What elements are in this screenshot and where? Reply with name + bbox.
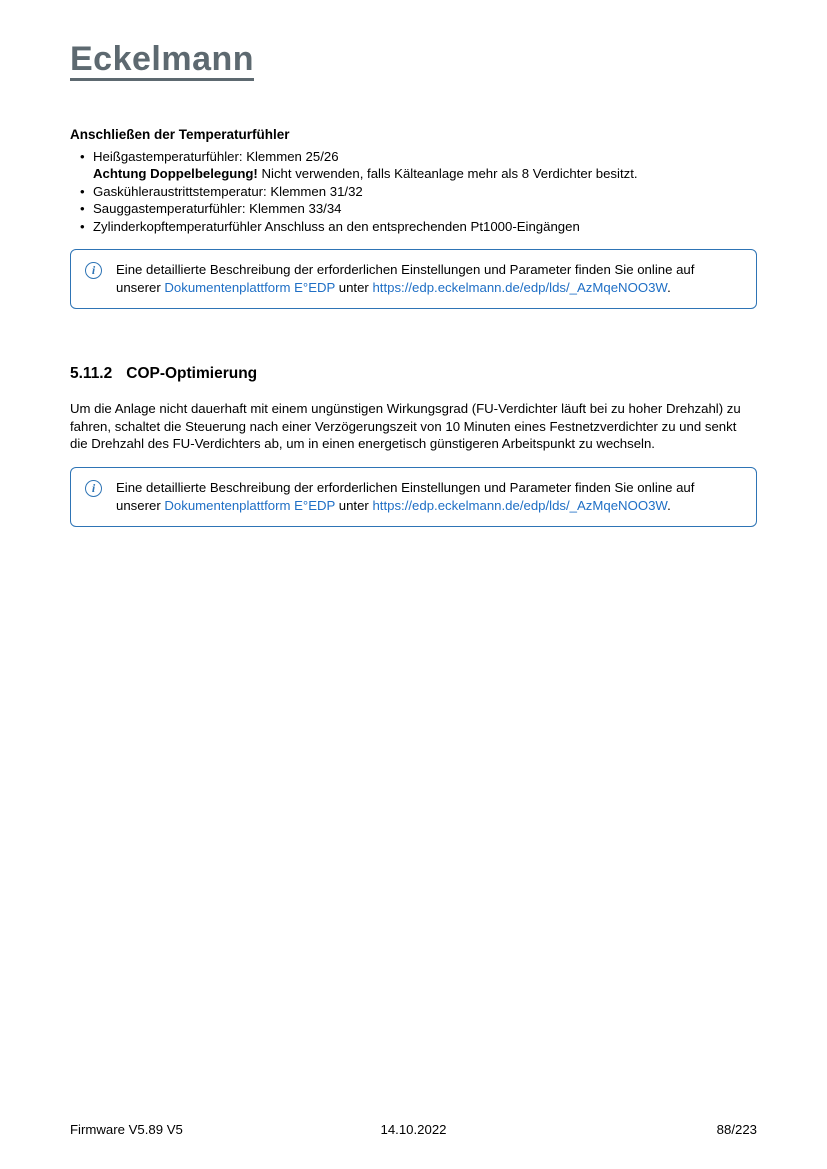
list-item	[80, 218, 757, 235]
footer-page-number: 88/223	[716, 1122, 757, 1137]
url-link[interactable]: https://edp.eckelmann.de/edp/lds/_AzMqeNOO3W	[372, 280, 668, 296]
sensors-heading: Anschließen der Temperaturfühler	[70, 127, 290, 142]
eckelmann-logo: Eckelmann	[70, 42, 254, 81]
bullet4-text: Zylinderkopftemperaturfühler Anschluss an den entsprechenden Pt1000-Eingängen	[93, 218, 580, 234]
note-text-middle: unter	[335, 497, 373, 513]
bullet1-note-rest: Nicht verwenden, falls Kälteanlage mehr als 8 Verdichter besitzt.	[257, 166, 638, 182]
url-link[interactable]: https://edp.eckelmann.de/edp/lds/_AzMqeNOO3W	[372, 497, 668, 513]
note-text-after: .	[667, 497, 671, 513]
page-content	[0, 0, 827, 527]
footer-firmware: Firmware V5.89 V5	[70, 1122, 183, 1137]
note-text-after: .	[667, 280, 671, 296]
platform-link[interactable]: Dokumentenplattform E°EDP	[164, 280, 336, 296]
info-note-text	[116, 479, 742, 515]
note-text-before: Eine detaillierte Beschreibung der erforderlichen Einstellungen und Parameter finden Sie online auf unserer	[116, 262, 695, 296]
note-text-before: Eine detaillierte Beschreibung der erforderlichen Einstellungen und Parameter finden Sie online auf unserer	[116, 479, 695, 513]
bullet1-note-bold: Achtung Doppelbelegung!	[93, 166, 258, 182]
info-icon: i	[85, 262, 102, 279]
section-number: 5.11.2	[70, 365, 113, 383]
cop-section-heading	[70, 365, 757, 383]
bullet2-text: Gaskühleraustrittstemperatur: Klemmen 31/32	[93, 183, 363, 199]
section-title: COP-Optimierung	[126, 365, 258, 383]
bullet1-note	[93, 165, 757, 182]
sensor-bullet-list	[80, 148, 757, 235]
info-icon: i	[85, 480, 102, 497]
platform-link[interactable]: Dokumentenplattform E°EDP	[164, 497, 336, 513]
cop-paragraph: Um die Anlage nicht dauerhaft mit einem ungünstigen Wirkungsgrad (FU-Verdichter läuft bei zu hoher Drehzahl) zu fahren, schaltet die Steuerung nach einer Verzögerungszeit von 10 Minuten eines Festnetzverdichter zu und senkt die Drehzahl des FU-Verdichters ab, um in einen energetisch günstigeren Arbeitspunkt zu wechseln.	[70, 401, 741, 452]
page-footer	[70, 1122, 757, 1137]
list-item	[80, 200, 757, 217]
info-note-box	[70, 249, 757, 309]
note-text-middle: unter	[335, 280, 373, 296]
info-note-text	[116, 261, 742, 297]
bullet1-text: Heißgastemperaturfühler: Klemmen 25/26	[93, 149, 339, 164]
bullet3-text: Sauggastemperaturfühler: Klemmen 33/34	[93, 201, 342, 217]
info-note-box	[70, 467, 757, 527]
list-item	[80, 183, 757, 200]
footer-date: 14.10.2022	[380, 1122, 447, 1137]
list-item	[80, 148, 757, 183]
